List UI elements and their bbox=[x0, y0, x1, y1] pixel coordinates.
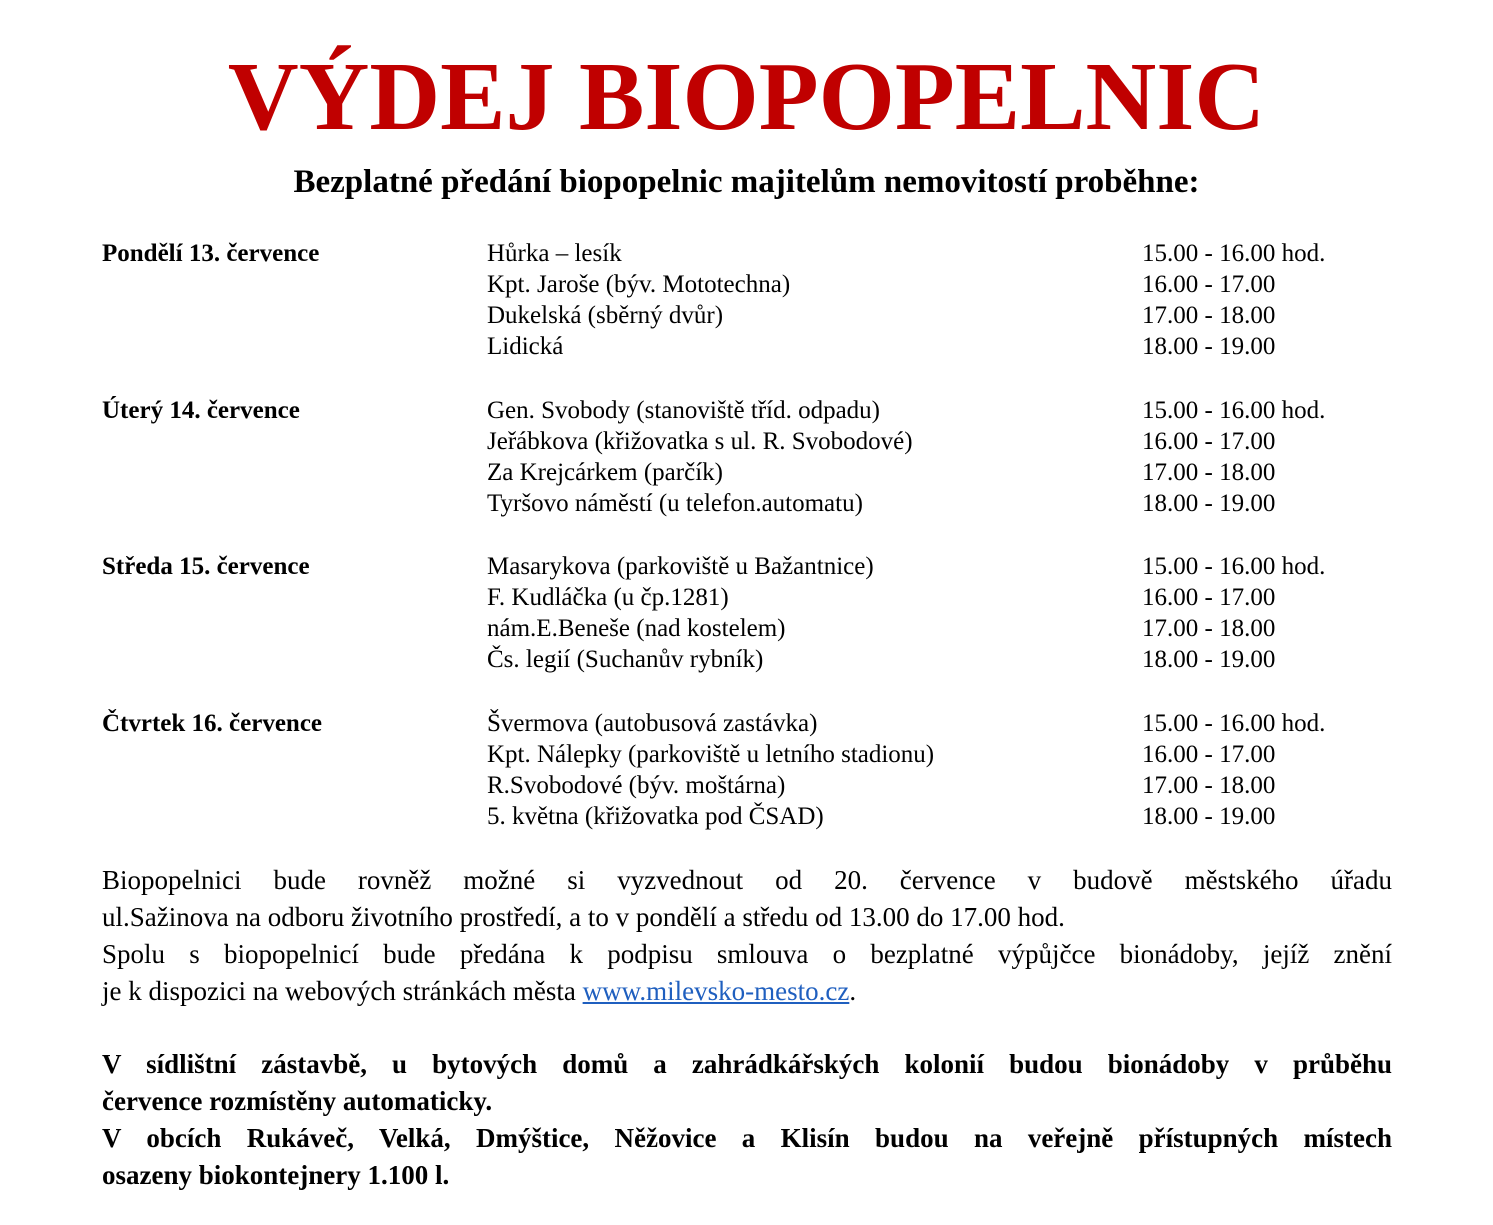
info-line: Spolu s biopopelnicí bude předána k podpisu smlouva o bezplatné výpůjčce bionádoby, jejíž znění bbox=[102, 939, 1392, 969]
stop-row bbox=[0, 801, 1493, 832]
stop-place: Jeřábkova (křižovatka s ul. R. Svobodové) bbox=[487, 428, 913, 455]
stop-place: Za Krejcárkem (parčík) bbox=[487, 459, 723, 486]
stop-place: R.Svobodové (býv. moštárna) bbox=[487, 772, 786, 799]
stop-row bbox=[0, 269, 1493, 300]
notice-line: V sídlištní zástavbě, u bytových domů a zahrádkářských kolonií budou bionádoby v průběhu bbox=[102, 1049, 1392, 1079]
schedule-day-monday bbox=[0, 238, 1493, 368]
info-line-with-link bbox=[102, 973, 1392, 1010]
notice-line: července rozmístěny automaticky. bbox=[102, 1086, 493, 1116]
stop-row bbox=[0, 488, 1493, 519]
day-label: Čtvrtek 16. července bbox=[102, 710, 323, 737]
stop-row bbox=[0, 739, 1493, 770]
day-label: Středa 15. července bbox=[102, 553, 310, 580]
day-label: Pondělí 13. července bbox=[102, 240, 320, 267]
stop-place: Tyršovo náměstí (u telefon.automatu) bbox=[487, 490, 863, 517]
stop-row bbox=[0, 300, 1493, 331]
stop-list bbox=[0, 551, 1493, 675]
stop-row bbox=[0, 457, 1493, 488]
stop-row bbox=[0, 770, 1493, 801]
stop-time: 18.00 - 19.00 bbox=[1142, 333, 1276, 360]
stop-place: Kpt. Jaroše (býv. Mototechna) bbox=[487, 271, 791, 298]
schedule-day-tuesday bbox=[0, 395, 1493, 525]
stop-place: Dukelská (sběrný dvůr) bbox=[487, 302, 724, 329]
stop-time: 18.00 - 19.00 bbox=[1142, 490, 1276, 517]
stop-row bbox=[0, 238, 1493, 269]
stop-time: 17.00 - 18.00 bbox=[1142, 302, 1276, 329]
stop-time: 15.00 - 16.00 hod. bbox=[1142, 240, 1326, 267]
stop-list bbox=[0, 708, 1493, 832]
stop-time: 16.00 - 17.00 bbox=[1142, 428, 1276, 455]
stop-row bbox=[0, 426, 1493, 457]
notice-line: osazeny biokontejnery 1.100 l. bbox=[102, 1160, 450, 1190]
schedule-day-wednesday bbox=[0, 551, 1493, 681]
stop-row bbox=[0, 395, 1493, 426]
website-link[interactable]: www.milevsko-mesto.cz bbox=[582, 976, 850, 1006]
info-text: . bbox=[849, 976, 857, 1006]
stop-row bbox=[0, 644, 1493, 675]
stop-place: Čs. legií (Suchanův rybník) bbox=[487, 646, 764, 673]
stop-place: Masarykova (parkoviště u Bažantnice) bbox=[487, 553, 874, 580]
stop-place: nám.E.Beneše (nad kostelem) bbox=[487, 615, 786, 642]
stop-list bbox=[0, 238, 1493, 362]
notice-paragraph bbox=[102, 1046, 1392, 1194]
page-subtitle: Bezplatné předání biopopelnic majitelům nemovitostí proběhne: bbox=[293, 164, 1200, 200]
stop-time: 15.00 - 16.00 hod. bbox=[1142, 553, 1326, 580]
stop-time: 16.00 - 17.00 bbox=[1142, 741, 1276, 768]
stop-place: 5. května (křižovatka pod ČSAD) bbox=[487, 803, 824, 830]
stop-place: Lidická bbox=[487, 333, 564, 360]
stop-row bbox=[0, 551, 1493, 582]
stop-time: 15.00 - 16.00 hod. bbox=[1142, 397, 1326, 424]
info-text: je k dispozici na webových stránkách města bbox=[102, 976, 583, 1006]
stop-time: 15.00 - 16.00 hod. bbox=[1142, 710, 1326, 737]
stop-row bbox=[0, 708, 1493, 739]
stop-time: 16.00 - 17.00 bbox=[1142, 584, 1276, 611]
stop-time: 18.00 - 19.00 bbox=[1142, 803, 1276, 830]
page-title: VÝDEJ BIOPOPELNIC bbox=[227, 43, 1266, 151]
info-line: ul.Sažinova na odboru životního prostředí, a to v pondělí a středu od 13.00 do 17.00 hod. bbox=[102, 902, 1065, 932]
day-label: Úterý 14. července bbox=[102, 397, 300, 424]
schedule-day-thursday bbox=[0, 708, 1493, 838]
stop-time: 18.00 - 19.00 bbox=[1142, 646, 1276, 673]
stop-row bbox=[0, 331, 1493, 362]
stop-time: 17.00 - 18.00 bbox=[1142, 615, 1276, 642]
notice-line: V obcích Rukáveč, Velká, Dmýštice, Něžovice a Klisín budou na veřejně přístupných místech bbox=[102, 1123, 1392, 1153]
stop-place: Hůrka – lesík bbox=[487, 240, 622, 267]
stop-place: F. Kudláčka (u čp.1281) bbox=[487, 584, 729, 611]
stop-place: Gen. Svobody (stanoviště tříd. odpadu) bbox=[487, 397, 881, 424]
stop-row bbox=[0, 613, 1493, 644]
stop-time: 17.00 - 18.00 bbox=[1142, 459, 1276, 486]
stop-time: 17.00 - 18.00 bbox=[1142, 772, 1276, 799]
stop-place: Kpt. Nálepky (parkoviště u letního stadionu) bbox=[487, 741, 935, 768]
info-line: Biopopelnici bude rovněž možné si vyzvednout od 20. července v budově městského úřadu bbox=[102, 865, 1392, 895]
stop-list bbox=[0, 395, 1493, 519]
info-paragraph bbox=[102, 862, 1392, 1010]
stop-time: 16.00 - 17.00 bbox=[1142, 271, 1276, 298]
stop-row bbox=[0, 582, 1493, 613]
stop-place: Švermova (autobusová zastávka) bbox=[487, 710, 818, 737]
